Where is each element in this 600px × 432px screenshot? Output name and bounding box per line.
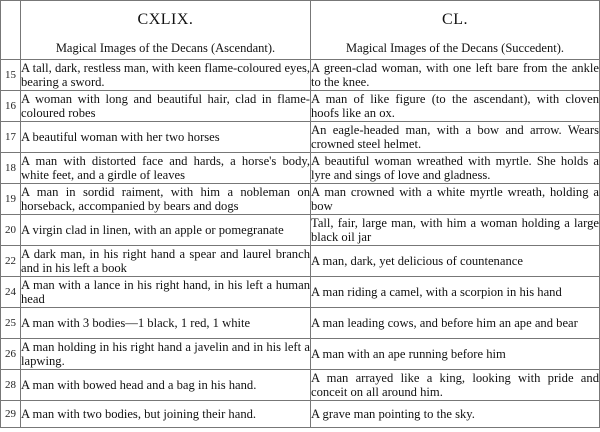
ascendant-image-cell: A beautiful woman with her two horses xyxy=(21,122,311,153)
column-subtitle: Magical Images of the Decans (Ascendant). xyxy=(55,40,276,55)
row-number: 28 xyxy=(1,370,21,401)
table-header-row xyxy=(1,1,600,60)
row-number: 29 xyxy=(1,401,21,428)
column-header-cxlix xyxy=(21,1,311,60)
table-row xyxy=(1,401,600,428)
table-row xyxy=(1,339,600,370)
table-row xyxy=(1,277,600,308)
ascendant-image-cell: A man with a lance in his right hand, in his left a human head xyxy=(21,278,310,306)
row-number: 25 xyxy=(1,308,21,339)
succedent-image-cell: A grave man pointing to the sky. xyxy=(311,401,600,428)
table-row xyxy=(1,153,600,184)
row-number: 15 xyxy=(1,60,21,91)
ascendant-image-cell: A dark man, in his right hand a spear and laurel branch and in his left a book xyxy=(21,247,310,275)
succedent-image-cell: An eagle-headed man, with a bow and arrow. Wears crowned steel helmet. xyxy=(311,123,599,151)
succedent-image-cell: A man with an ape running before him xyxy=(311,339,600,370)
ascendant-image-cell: A man in sordid raiment, with him a nobleman on horseback, accompanied by bears and dogs xyxy=(21,185,310,213)
column-subtitle: Magical Images of the Decans (Succedent). xyxy=(346,40,564,55)
succedent-image-cell: A man crowned with a white myrtle wreath, holding a bow xyxy=(311,185,599,213)
ascendant-image-cell: A woman with long and beautiful hair, clad in flame-coloured robes xyxy=(21,92,310,120)
table-row xyxy=(1,60,600,91)
table-row xyxy=(1,308,600,339)
number-column-header xyxy=(1,1,21,60)
succedent-image-cell: Tall, fair, large man, with him a woman holding a large black oil jar xyxy=(311,216,599,244)
column-number: CXLIX. xyxy=(137,10,194,28)
row-number: 19 xyxy=(1,184,21,215)
succedent-image-cell: A man of like figure (to the ascendant), with cloven hoofs like an ox. xyxy=(311,92,599,120)
succedent-image-cell: A man leading cows, and before him an ape and bear xyxy=(311,308,600,339)
ascendant-image-cell: A man with 3 bodies—1 black, 1 red, 1 white xyxy=(21,308,311,339)
row-number: 17 xyxy=(1,122,21,153)
row-number: 24 xyxy=(1,277,21,308)
succedent-image-cell: A beautiful woman wreathed with myrtle. She holds a lyre and sings of love and gladness. xyxy=(311,154,599,182)
table-row xyxy=(1,246,600,277)
row-number: 18 xyxy=(1,153,21,184)
column-header-cl xyxy=(311,1,600,60)
row-number: 26 xyxy=(1,339,21,370)
table-row xyxy=(1,184,600,215)
ascendant-image-cell: A man with distorted face and hards, a horse's body, white feet, and a girdle of leaves xyxy=(21,154,310,182)
succedent-image-cell: A green-clad woman, with one left bare from the ankle to the knee. xyxy=(311,61,599,89)
ascendant-image-cell: A tall, dark, restless man, with keen flame-coloured eyes, bearing a sword. xyxy=(21,61,310,89)
table-row xyxy=(1,215,600,246)
ascendant-image-cell: A man holding in his right hand a javelin and in his left a lapwing. xyxy=(21,340,310,368)
succedent-image-cell: A man arrayed like a king, looking with pride and conceit on all around him. xyxy=(311,371,599,399)
row-number: 22 xyxy=(1,246,21,277)
column-number: CL. xyxy=(442,10,468,28)
ascendant-image-cell: A man with two bodies, but joining their hand. xyxy=(21,401,311,428)
row-number: 16 xyxy=(1,91,21,122)
table-row xyxy=(1,91,600,122)
ascendant-image-cell: A virgin clad in linen, with an apple or pomegranate xyxy=(21,215,311,246)
table-row xyxy=(1,370,600,401)
succedent-image-cell: A man riding a camel, with a scorpion in his hand xyxy=(311,277,600,308)
succedent-image-cell: A man, dark, yet delicious of countenance xyxy=(311,246,600,277)
table-row xyxy=(1,122,600,153)
row-number: 20 xyxy=(1,215,21,246)
ascendant-image-cell: A man with bowed head and a bag in his hand. xyxy=(21,370,311,401)
